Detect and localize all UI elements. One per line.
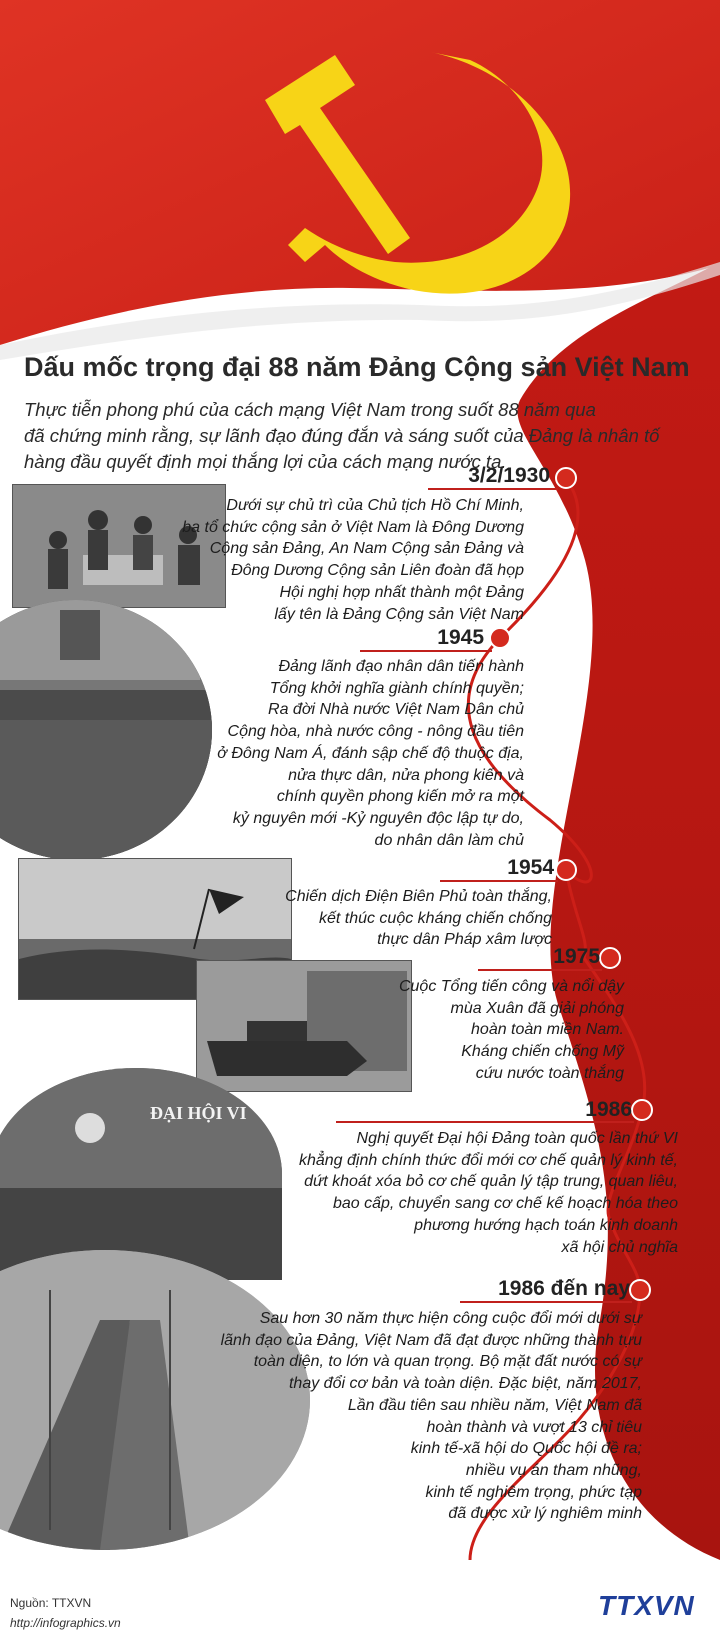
event-1986-text: Nghị quyết Đại hội Đảng toàn quốc lần thứ VI khẳng định chính thức đổi mới cơ chế quản lý kinh tế, dứt khoát xóa bỏ cơ chế quản lý tập trung, quan liêu, bao cấp, chuyển sang cơ chế kế hoạch hóa theo phương hướng hạch toán kinh doanh xã hội chủ nghĩa bbox=[298, 1130, 678, 1256]
intro-line: hàng đầu quyết định mọi thắng lợi của cách mạng nước ta. bbox=[24, 451, 507, 472]
year-underline bbox=[428, 488, 558, 490]
site-url[interactable]: http://infographics.vn bbox=[10, 1616, 121, 1630]
timeline-dot-1945 bbox=[490, 628, 510, 648]
year-underline bbox=[440, 880, 558, 882]
year-1954: 1954 bbox=[507, 856, 554, 879]
year-underline bbox=[360, 650, 492, 652]
year-1945: 1945 bbox=[437, 626, 484, 649]
source-credit: Nguồn: TTXVN bbox=[10, 1596, 92, 1610]
event-1930-text: Dưới sự chủ trì của Chủ tịch Hồ Chí Minh, ba tổ chức cộng sản ở Việt Nam là Đông Dương Cộng sản Đảng, An Nam Cộng sản Đảng và Đông Dương Cộng sản Liên đoàn đã họp Hội nghị hợp nhất thành một Đảng lấy tên là Đảng Cộng sản Việt Nam bbox=[182, 497, 524, 623]
timeline-dot-1975 bbox=[600, 948, 620, 968]
year-underline bbox=[336, 1121, 634, 1123]
intro-line: Thực tiễn phong phú của cách mạng Việt Nam trong suốt 88 năm qua bbox=[24, 399, 596, 420]
timeline-dot-1986 bbox=[632, 1100, 652, 1120]
timeline-dot-1954 bbox=[556, 860, 576, 880]
ttxvn-logo-text: TTXVN bbox=[598, 1590, 695, 1621]
year-1930: 3/2/1930 bbox=[468, 464, 550, 487]
timeline-dot-now bbox=[630, 1280, 650, 1300]
intro-line: đã chứng minh rằng, sự lãnh đạo đúng đắn và sáng suốt của Đảng là nhân tố bbox=[24, 425, 660, 446]
event-1975-text: Cuộc Tổng tiến công và nổi dậy mùa Xuân đã giải phóng hoàn toàn miền Nam. Kháng chiến chống Mỹ cứu nước toàn thắng bbox=[398, 978, 624, 1082]
year-underline bbox=[460, 1301, 632, 1303]
year-1986: 1986 bbox=[585, 1098, 632, 1121]
photo-1975-tank bbox=[196, 960, 412, 1092]
event-1954-text: Chiến dịch Điện Biên Phủ toàn thắng, kết thúc cuộc kháng chiến chống thực dân Pháp xâm lược bbox=[285, 888, 552, 949]
year-1986-to-now: 1986 đến nay bbox=[498, 1277, 630, 1300]
photo-1986-congress bbox=[0, 1068, 282, 1280]
congress-banner-text: ĐẠI HỘI VI bbox=[150, 1103, 247, 1123]
event-now-text: Sau hơn 30 năm thực hiện công cuộc đổi mới dưới sự lãnh đạo của Đảng, Việt Nam đã đạt được những thành tựu toàn diện, to lớn và quan trọng. Bộ mặt đất nước có sự thay đổi cơ bản và toàn diện. Đặc biệt, năm 2017, Lần đầu tiên sau nhiều năm, Việt Nam đã hoàn thành và vượt 13 chỉ tiêu kinh tế-xã hội do Quốc hội đề ra; nhiều vụ án tham nhũng, kinh tế nghiêm trọng, phức tạp đã được xử lý nghiêm minh bbox=[220, 1310, 642, 1523]
intro-text bbox=[24, 397, 704, 475]
page-title: Dấu mốc trọng đại 88 năm Đảng Cộng sản Việt Nam bbox=[24, 352, 690, 382]
event-1945-text: Đảng lãnh đạo nhân dân tiến hành Tổng khởi nghĩa giành chính quyền; Ra đời Nhà nước Việt Nam Dân chủ Cộng hòa, nhà nước công - nông đầu tiên ở Đông Nam Á, đánh sập chế độ thuộc địa, nửa thực dân, nửa phong kiến và chính quyền phong kiến mở ra một kỷ nguyên mới -Kỷ nguyên độc lập tự do, do nhân dân làm chủ bbox=[217, 658, 524, 849]
ttxvn-logo bbox=[598, 1590, 695, 1622]
year-1975: 1975 bbox=[553, 945, 600, 968]
year-underline bbox=[478, 969, 602, 971]
